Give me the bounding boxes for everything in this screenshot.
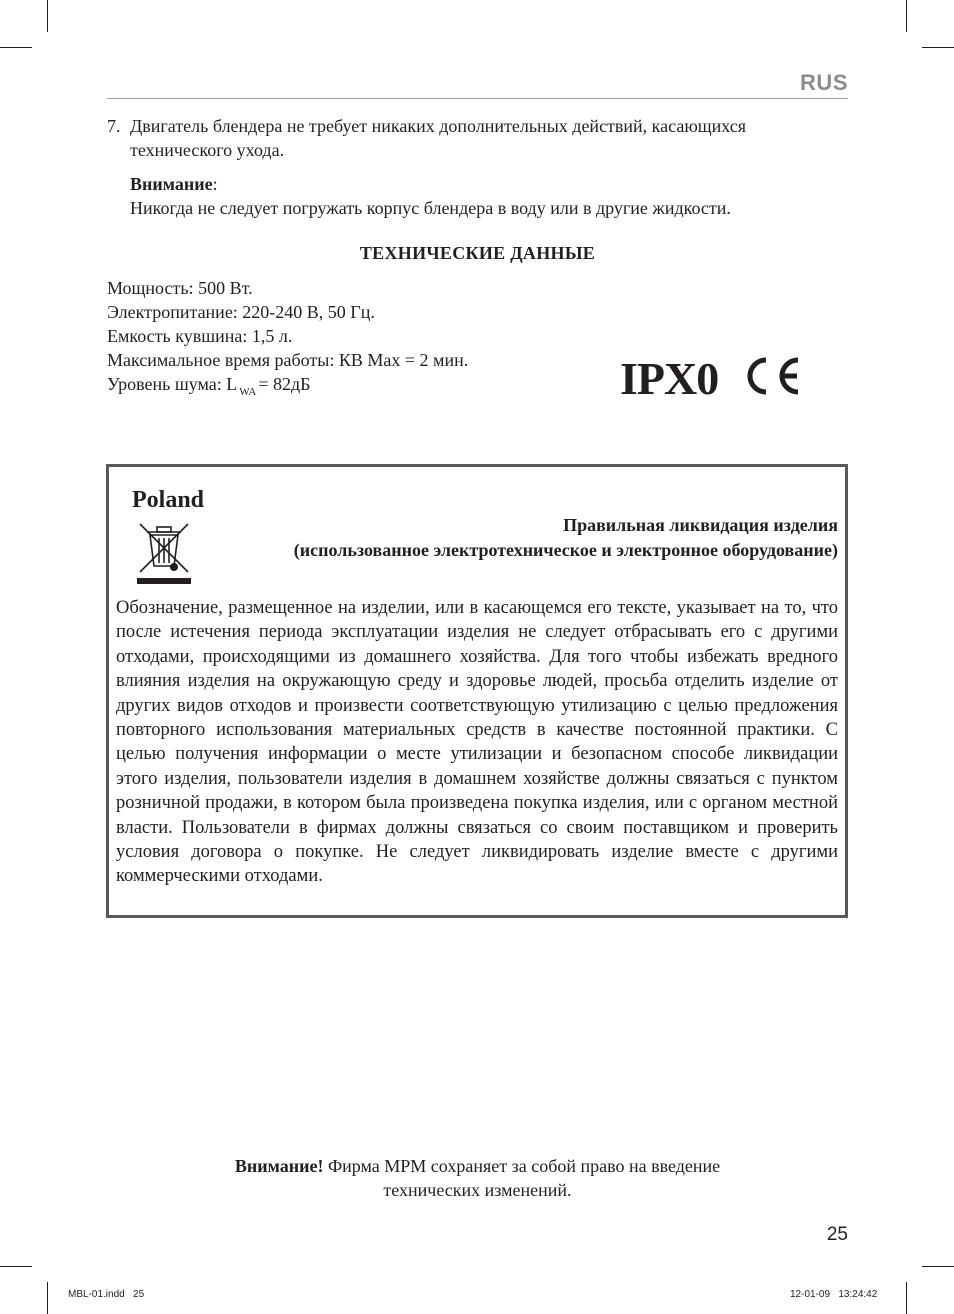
page-number: 25 (826, 1224, 848, 1245)
crop-mark (922, 1266, 954, 1267)
spec-supply: Электропитание: 220-240 В, 50 Гц. (107, 302, 375, 322)
crop-mark (922, 47, 954, 48)
ip-rating: IPX0 (620, 353, 719, 404)
noise-subscript: WA (239, 386, 257, 398)
crop-mark (0, 1266, 32, 1267)
list-item-text: Двигатель блендера не требует никаких дополнительных действий, касающихся технического ухода. (130, 116, 747, 160)
warning-block (130, 172, 848, 220)
crop-mark (906, 0, 907, 32)
spec-noise (107, 372, 607, 399)
spec-power: Мощность: 500 Вт. (107, 278, 253, 298)
notice-line-1: Фирма MPM сохраняет за собой право на введение (323, 1156, 721, 1176)
warning-heading: Внимание (130, 174, 213, 194)
manufacturer-notice (107, 1154, 848, 1202)
country-label: Poland (132, 487, 205, 513)
disposal-title-line-1: Правильная ликвидация изделия (563, 515, 838, 535)
noise-prefix: Уровень шума: L (107, 374, 238, 394)
header-rule (107, 98, 848, 99)
warning-colon: : (212, 174, 218, 194)
ce-mark-icon (742, 355, 804, 397)
spec-max-time: Максимальное время работы: КВ Max = 2 мин. (107, 350, 469, 370)
crop-mark (47, 0, 48, 32)
spec-capacity: Емкость кувшина: 1,5 л. (107, 326, 293, 346)
disposal-title-line-2: (использованное электротехническое и электронное оборудование) (293, 540, 838, 560)
list-number: 7. (107, 116, 121, 136)
crop-mark (0, 47, 32, 48)
slug-timestamp: 12-01-09 13:24:42 (790, 1289, 878, 1300)
notice-line-2: технических изменений. (383, 1180, 572, 1200)
crop-mark (47, 1282, 48, 1314)
language-code: RUS (800, 70, 848, 95)
tech-data-title: ТЕХНИЧЕСКИЕ ДАННЫЕ (359, 243, 596, 263)
crossed-out-wheelie-bin-icon (135, 518, 193, 586)
crop-mark (906, 1282, 907, 1314)
warning-text: Никогда не следует погружать корпус блендера в воду или в другие жидкости. (130, 198, 731, 218)
tech-specs (107, 276, 607, 399)
disposal-body: Обозначение, размещенное на изделии, или в касающемся его тексте, указывает на то, что после истечения периода эксплуатации изделия не следует отбрасывать его с другими отходами, происходящими из домашнего хозяйства. Для того чтобы избежать вредного влияния изделия на окружающую среду и здоровье людей, просьба отделить изделие от других видов отходов и произвести соответствующую утилизацию с целью предложения повторного использования материальных средств в качестве постоянной практики. С целью получения информации о месте утилизации и безопасном способе ликвидации этого изделия, пользователи изделия в домашнем хозяйстве должны связаться с пунктом розничной продажи, в котором была произведена покупка изделия, или с органом местной власти. Пользователи в фирмах должны связаться со своим поставщиком и проверить условия договора о покупке. Не следует ликвидировать изделие вместе с другими коммерческими отходами. (116, 598, 838, 887)
notice-bold: Внимание! (234, 1156, 324, 1176)
list-item-7 (107, 114, 848, 162)
slug-file: MBL-01.indd 25 (68, 1289, 145, 1300)
disposal-title (200, 513, 838, 563)
noise-suffix: = 82дБ (258, 374, 311, 394)
